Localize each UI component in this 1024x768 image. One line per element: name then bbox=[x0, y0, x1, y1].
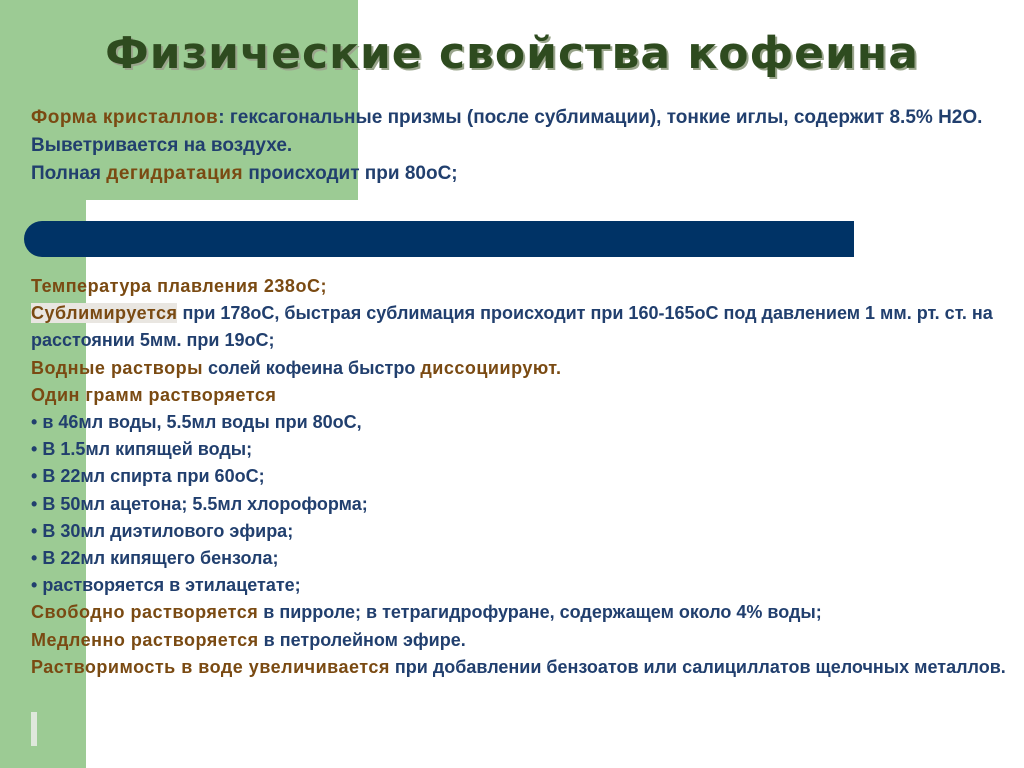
bullet-item: • растворяется в этилацетате; bbox=[31, 572, 1011, 599]
dehydration-label: дегидратация bbox=[106, 163, 244, 184]
aqueous-line bbox=[31, 355, 1011, 382]
bullet-item: • В 22мл спирта при 60оС; bbox=[31, 463, 1011, 490]
slow-solubility-text: в петролейном эфире. bbox=[258, 629, 466, 650]
dehydration-prefix: Полная bbox=[31, 163, 107, 184]
free-solubility-label: Свободно растворяется bbox=[31, 602, 259, 623]
aqueous-label: Водные растворы bbox=[31, 357, 203, 378]
solubility-increase-label: Растворимость в воде увеличивается bbox=[31, 656, 390, 677]
properties-list bbox=[31, 273, 1011, 681]
crystal-colon: : bbox=[218, 107, 230, 128]
bullet-item: • В 30мл диэтилового эфира; bbox=[31, 518, 1011, 545]
bullet-item: • В 1.5мл кипящей воды; bbox=[31, 436, 1011, 463]
free-solubility-line bbox=[31, 599, 1011, 626]
divider-bar bbox=[24, 221, 854, 257]
sublimation-line bbox=[31, 300, 1011, 354]
sublimation-label: Сублимируется bbox=[31, 303, 178, 324]
melting-point: Температура плавления 238оС; bbox=[31, 276, 327, 296]
slide-title: Физические свойства кофеина bbox=[105, 28, 919, 79]
crystal-text: гексагональные призмы (после сублимации), тонкие иглы, содержит 8.5% H2O. Выветривается на воздухе. bbox=[31, 107, 983, 156]
slow-solubility-line bbox=[31, 627, 1011, 654]
sublimation-text: при 178оС, быстрая сублимация происходит при 160-165оС под давлением 1 мм. рт. ст. на расстоянии 5мм. при 19оС; bbox=[31, 303, 993, 351]
crystal-label: Форма кристаллов bbox=[31, 107, 219, 128]
free-solubility-text: в пирроле; в тетрагидрофуране, содержащем около 4% воды; bbox=[258, 602, 822, 623]
solubility-increase-line bbox=[31, 654, 1011, 681]
one-gram-line: Один грамм растворяется bbox=[31, 384, 277, 405]
dissociation-label: диссоциируют bbox=[420, 357, 556, 378]
bullet-item: • в 46мл воды, 5.5мл воды при 80оС, bbox=[31, 409, 1011, 436]
bullet-item: • В 50мл ацетона; 5.5мл хлороформа; bbox=[31, 491, 1011, 518]
dehydration-text: происходит при 80оС; bbox=[243, 163, 458, 184]
decor-mark bbox=[31, 712, 37, 746]
slow-solubility-label: Медленно растворяется bbox=[31, 629, 259, 650]
solubility-increase-text: при добавлении бензоатов или салициллатов щелочных металлов. bbox=[389, 656, 1006, 677]
dissociation-end: . bbox=[556, 357, 562, 378]
aqueous-text: солей кофеина быстро bbox=[202, 357, 421, 378]
bullet-item: • В 22мл кипящего бензола; bbox=[31, 545, 1011, 572]
crystal-paragraph bbox=[31, 104, 991, 188]
